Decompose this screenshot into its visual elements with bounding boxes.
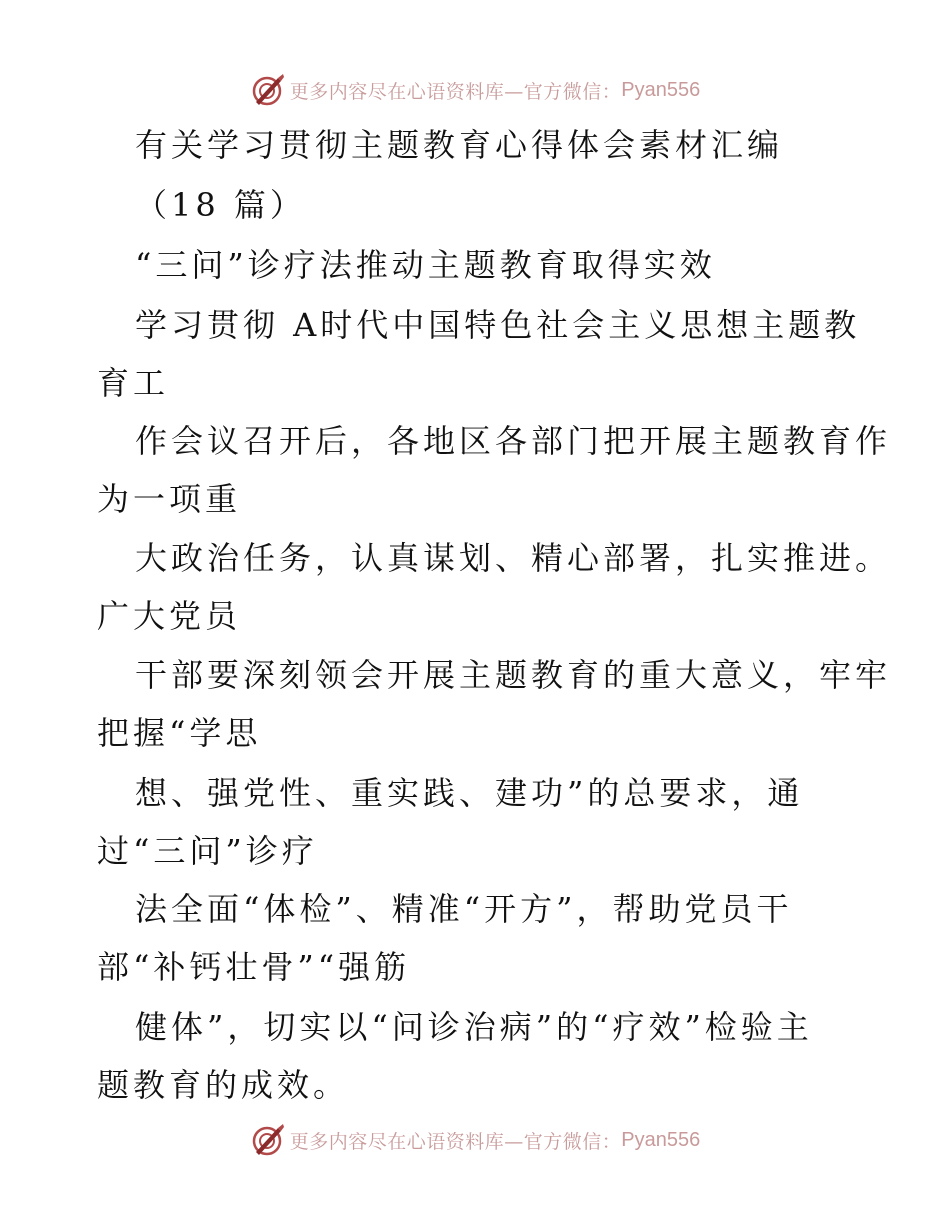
watermark-text: 更多内容尽在心语资料库—官方微信：	[289, 1130, 622, 1153]
watermark-wechat-id: Pyan556	[621, 78, 701, 101]
paragraph-line: 想、强党性、重实践、建功”的总要求，通	[135, 774, 804, 812]
paragraph-line: 干部要深刻领会开展主题教育的重大意义，牢牢	[135, 656, 892, 694]
watermark-footer	[0, 1120, 950, 1160]
document-title: 有关学习贯彻主题教育心得体会素材汇编	[135, 126, 784, 164]
paragraph-line: 部“补钙壮骨”“强筋	[97, 948, 411, 986]
watermark-header	[0, 70, 950, 110]
pen-logo-icon	[250, 1122, 286, 1158]
paragraph-line: 作会议召开后，各地区各部门把开展主题教育作	[135, 422, 892, 460]
watermark-wechat-id: Pyan556	[621, 1128, 701, 1151]
paragraph-line: 学习贯彻 A时代中国特色社会主义思想主题教	[135, 306, 861, 344]
paragraph-line: 题教育的成效。	[97, 1066, 350, 1104]
paragraph-line: 健体”，切实以“问诊治病”的“疗效”检验主	[135, 1008, 813, 1046]
paragraph-line: 育工	[97, 364, 170, 402]
paragraph-line: 大政治任务，认真谋划、精心部署，扎实推进。	[135, 539, 892, 577]
paragraph-line: 为一项重	[97, 480, 242, 518]
paragraph-line: 把握“学思	[97, 714, 262, 752]
article-heading: “三问”诊疗法推动主题教育取得实效	[135, 246, 716, 284]
paragraph-line: 过“三问”诊疗	[97, 832, 318, 870]
watermark-text: 更多内容尽在心语资料库—官方微信：	[289, 80, 622, 103]
pen-logo-icon	[250, 72, 286, 108]
paragraph-line: 广大党员	[97, 597, 242, 635]
paragraph-line: 法全面“体检”、精准“开方”，帮助党员干	[135, 890, 793, 928]
document-title-count: （18 篇）	[135, 186, 306, 224]
